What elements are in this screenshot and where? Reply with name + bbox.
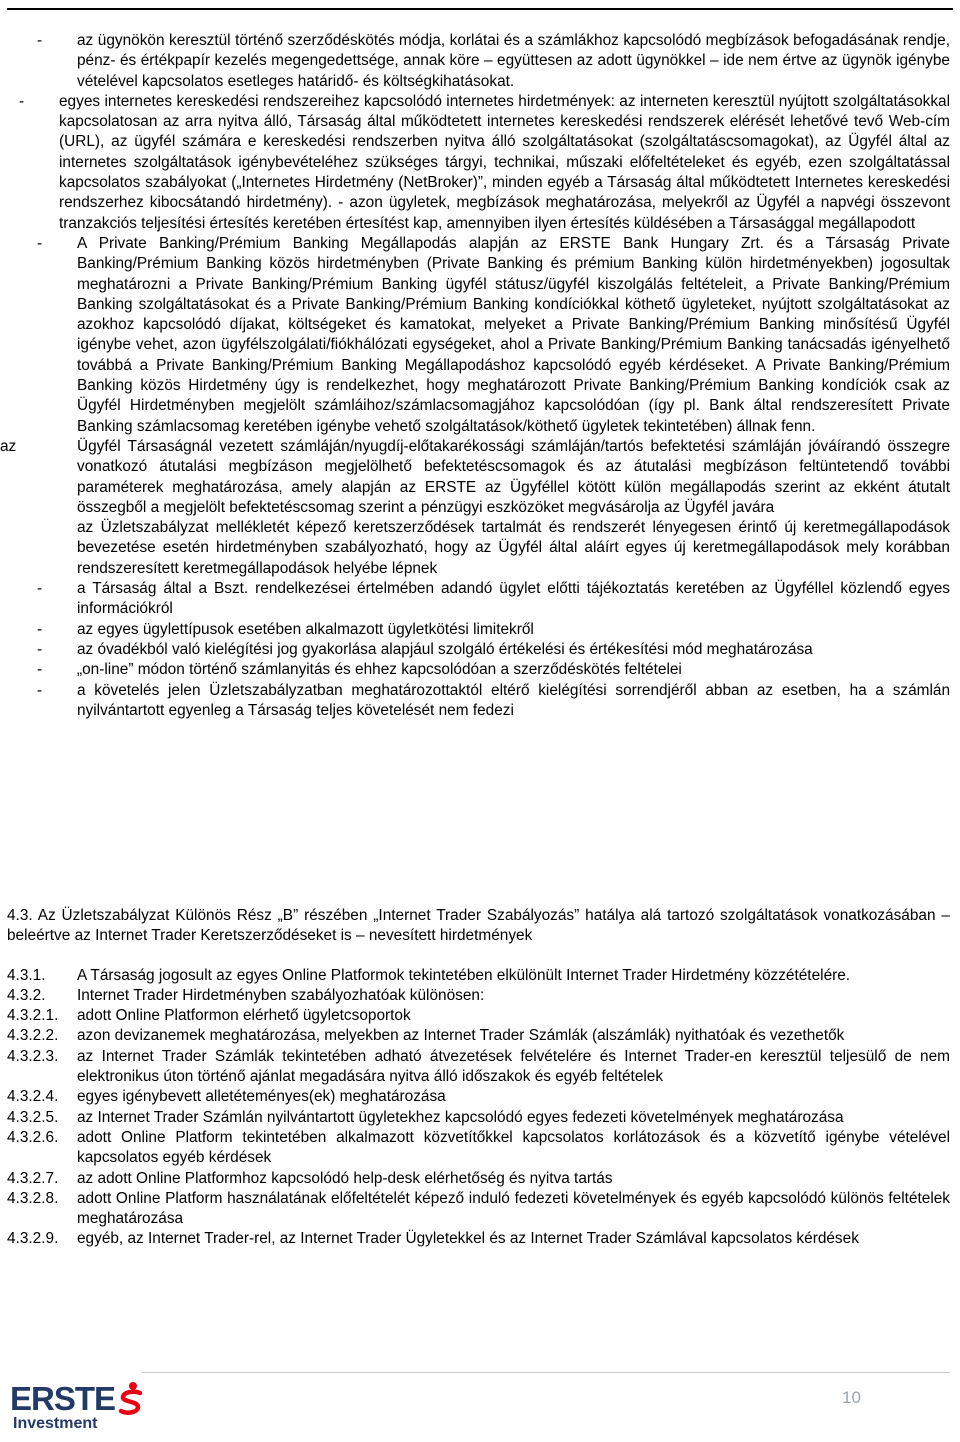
subsection-item	[7, 966, 950, 986]
hirdetmeny-list	[0, 31, 950, 721]
subsection-number: 4.3.2.8.	[7, 1189, 59, 1207]
list-marker: -	[37, 234, 43, 252]
list-marker: -	[37, 580, 43, 598]
list-item-text: Ügyfél Társaságnál vezetett számláján/nyugdíj-előtakarékossági számláján/tartós befektetési számláján jóváírandó összegre vonatkozó átutalási megbízáson megjelölhető befektetéscsomagok és az átutalási megbízáson feltüntetendő további paraméterek meghatározása, amely alapján az ERSTE az Ügyféllel kötött külön megállapodás szerint az ekként átutalt összegből a megjelölt befektetéscsomag szerint a pénzügyi eszközöket megvásárolja az Ügyfél javára	[77, 437, 950, 516]
list-item-text: az ügynökön keresztül történő szerződéskötés módja, korlátai és a számlákhoz kapcsolódó megbízások befogadásának rendje, pénz- és értékpapír kezelés megengedettsége, annak köre – együttesen az adott ügynökkel – ide nem értve az ügynök igénybe vételével kapcsolatos esetleges határidő- és költségkihatásokat.	[77, 32, 950, 90]
list-item	[37, 518, 950, 579]
list-item	[37, 31, 950, 92]
subsection-number: 4.3.2.4.	[7, 1088, 59, 1106]
subsection-text: az adott Online Platformhoz kapcsolódó help-desk elérhetőség és nyitva tartás	[77, 1169, 613, 1187]
subsection-text: adott Online Platform használatának előfeltételét képező induló fedezeti követelmények és egyéb kapcsolódó különös feltételek meghatározása	[77, 1189, 950, 1228]
list-marker: -	[37, 661, 43, 679]
subsection-text: adott Online Platformon elérhető ügyletcsoportok	[77, 1007, 411, 1025]
subsection-text: adott Online Platform tekintetében alkalmazott közvetítőkkel kapcsolatos korlátozások és a közvetítő igénybe vételével kapcsolatos egyéb kérdések	[77, 1128, 950, 1167]
subsection-text: az Internet Trader Számlán nyilvántartott ügyletekhez kapcsolódó egyes fedezeti követelmények meghatározása	[77, 1108, 844, 1126]
top-rule	[7, 8, 953, 10]
list-item-text: az egyes ügylettípusok esetében alkalmazott ügyletkötési limitekről	[77, 620, 534, 638]
section-4-3	[7, 906, 950, 1250]
subsection-number: 4.3.2.	[7, 986, 46, 1004]
subsection-number: 4.3.2.7.	[7, 1169, 59, 1187]
list-item	[0, 437, 950, 518]
subsection-item	[7, 1047, 950, 1088]
erste-s-symbol-icon	[118, 1382, 144, 1416]
subsection-text: az Internet Trader Számlák tekintetében adható átvezetések felvételére és Internet Trader-en keresztül teljesülő de nem elektronikus úton történő ajánlat megadására nyitva álló időszakok és egyéb feltételek	[77, 1047, 950, 1086]
list-item-text: a követelés jelen Üzletszabályzatban meghatározottaktól eltérő kielégítési sorrendjéről abban az esetben, ha a számlán nyilvántartott egyenleg a Társaság teljes követelését nem fedezi	[77, 681, 950, 719]
subsection-item	[7, 1169, 950, 1189]
logo-subtitle: Investment	[13, 1415, 98, 1432]
page-footer	[0, 1372, 960, 1442]
subsection-item	[7, 1026, 950, 1046]
subsection-item	[7, 1087, 950, 1107]
list-item	[37, 620, 950, 640]
list-item	[37, 681, 950, 722]
list-item-text: A Private Banking/Prémium Banking Megállapodás alapján az ERSTE Bank Hungary Zrt. és a Társaság Private Banking/Prémium Banking közös hirdetményben (Private Banking és prémium Banking külön hirdetményekben) jogosultak meghatározni a Private Banking/Prémium Banking ügyfél státusz/ügyfél kiszolgálás feltételeit, a Private Banking/Prémium Banking szolgáltatásokat és a Private Banking/Prémium Banking kondíciókkal köthető ügyleteket, nyújtott szolgáltatásokat az azokhoz kapcsolódó díjakat, költségeket és kamatokat, melyeket a Private Banking/Prémium Banking minősítésű Ügyfél igénybe vehet, azon ügyfélszolgálati/fiókhálózati egységeket, ahol a Private Banking/Prémium Banking tanácsadás igényelhető továbbá a Private Banking/Prémium Banking Megállapodáshoz kapcsolódó egyéb kérdéseket. A Private Banking/Prémium Banking közös Hirdetmény úgy is rendelkezhet, hogy meghatározott Private Banking/Prémium Banking kondíciók csak az Ügyfél Hirdetményben megjelölt számláihoz/számlacsomagjához kapcsolódóan (így pl. Bank által rendszeresített Private Banking számlacsomag keretében igénybe vehető szolgáltatások/köthető ügyletek tekintetében) állnak fenn.	[77, 234, 950, 435]
subsection-number: 4.3.2.3.	[7, 1047, 59, 1065]
subsection-number: 4.3.2.2.	[7, 1027, 59, 1045]
subsection-number: 4.3.1.	[7, 966, 46, 984]
subsection-item	[7, 1229, 950, 1249]
list-item	[37, 640, 950, 660]
subsection-item	[7, 1189, 950, 1230]
subsection-number: 4.3.2.6.	[7, 1128, 59, 1146]
subsection-text: Internet Trader Hirdetményben szabályozhatóak különösen:	[77, 986, 485, 1004]
subsection-item	[7, 1006, 950, 1026]
logo-wordmark: ERSTE	[10, 1380, 116, 1417]
list-marker: -	[19, 92, 25, 110]
subsection-text: A Társaság jogosult az egyes Online Platformok tekintetében elkülönült Internet Trader Hirdetmény közzétételére.	[77, 966, 851, 984]
list-marker: -	[37, 32, 43, 49]
list-item-text: a Társaság által a Bszt. rendelkezései értelmében adandó ügylet előtti tájékoztatás keretében az Ügyféllel közlendő egyes információkról	[77, 580, 950, 618]
list-item	[37, 579, 950, 620]
subsection-item	[7, 1108, 950, 1128]
list-item	[37, 660, 950, 680]
page-number: 10	[842, 1388, 861, 1407]
list-item	[19, 92, 950, 234]
list-item-text: az óvadékból való kielégítési jog gyakorlása alapjául szolgáló értékelési és értékesítési mód meghatározása	[77, 640, 813, 658]
subsection-number: 4.3.2.1.	[7, 1007, 59, 1025]
list-item-text: az Üzletszabályzat mellékletét képező keretszerződések tartalmát és rendszerét lényegesen érintő új keretmegállapodások bevezetése esetén hirdetményben szabályozható, hogy az Ügyfél által aláírt egyes új keretmegállapodások mely korábban rendszeresített keretmegállapodások helyébe lépnek	[77, 519, 950, 577]
list-marker: -	[37, 681, 43, 699]
subsection-item	[7, 1128, 950, 1169]
subsection-text: azon devizanemek meghatározása, melyekben az Internet Trader Számlák (alszámlák) nyithatóak és vezethetők	[77, 1027, 845, 1045]
section-heading: 4.3. Az Üzletszabályzat Különös Rész „B” részében „Internet Trader Szabályozás” hatálya alá tartozó szolgáltatások vonatkozásában – beleértve az Internet Trader Keretszerződéseket is – nevesített hirdetmények	[7, 907, 950, 945]
subsection-text: egyes igénybevett alletéteményes(ek) meghatározása	[77, 1088, 446, 1106]
list-marker: -	[37, 620, 43, 638]
footer-rule	[142, 1372, 950, 1373]
list-marker: -	[37, 640, 43, 658]
erste-investment-logo	[10, 1382, 145, 1438]
list-item	[37, 234, 950, 437]
list-item-text: egyes internetes kereskedési rendszereihez kapcsolódó internetes hirdetmények: az interneten keresztül nyújtott szolgáltatásokkal kapcsolatosan az arra nyitva álló, Társaság által működtetett internetes kereskedési rendszerek elérését lehetővé tevő Web-cím (URL), az ügyfél számára e kereskedési rendszerben nyitva álló szolgáltatásokat (szolgáltatáscsomagokat), az Ügyfél által az internetes szolgáltatások igénybevételéhez szükséges tárgyi, technikai, műszaki előfeltételeket és egyéb, ezen szolgáltatással kapcsolatos szabályokat („Internetes Hirdetmény (NetBroker)”, minden egyéb a Társaság által működtetett Internetes kereskedési rendszerhez kibocsátandó hirdetmény). - azon ügyletek, megbízások meghatározása, melyekről az Ügyfél a napvégi összevont tranzakciós teljesítési értesítés keretében értesítést kap, amennyiben ilyen értesítés küldésében a Társasággal megállapodott	[59, 92, 950, 232]
list-marker: az	[0, 437, 17, 455]
subsection-number: 4.3.2.9.	[7, 1230, 59, 1248]
subsection-text: egyéb, az Internet Trader-rel, az Internet Trader Ügyletekkel és az Internet Trader Számlával kapcsolatos kérdések	[77, 1230, 859, 1248]
subsection-number: 4.3.2.5.	[7, 1108, 59, 1126]
subsection-item	[7, 986, 950, 1006]
list-item-text: „on-line” módon történő számlanyitás és ehhez kapcsolódóan a szerződéskötés feltételei	[77, 661, 682, 679]
